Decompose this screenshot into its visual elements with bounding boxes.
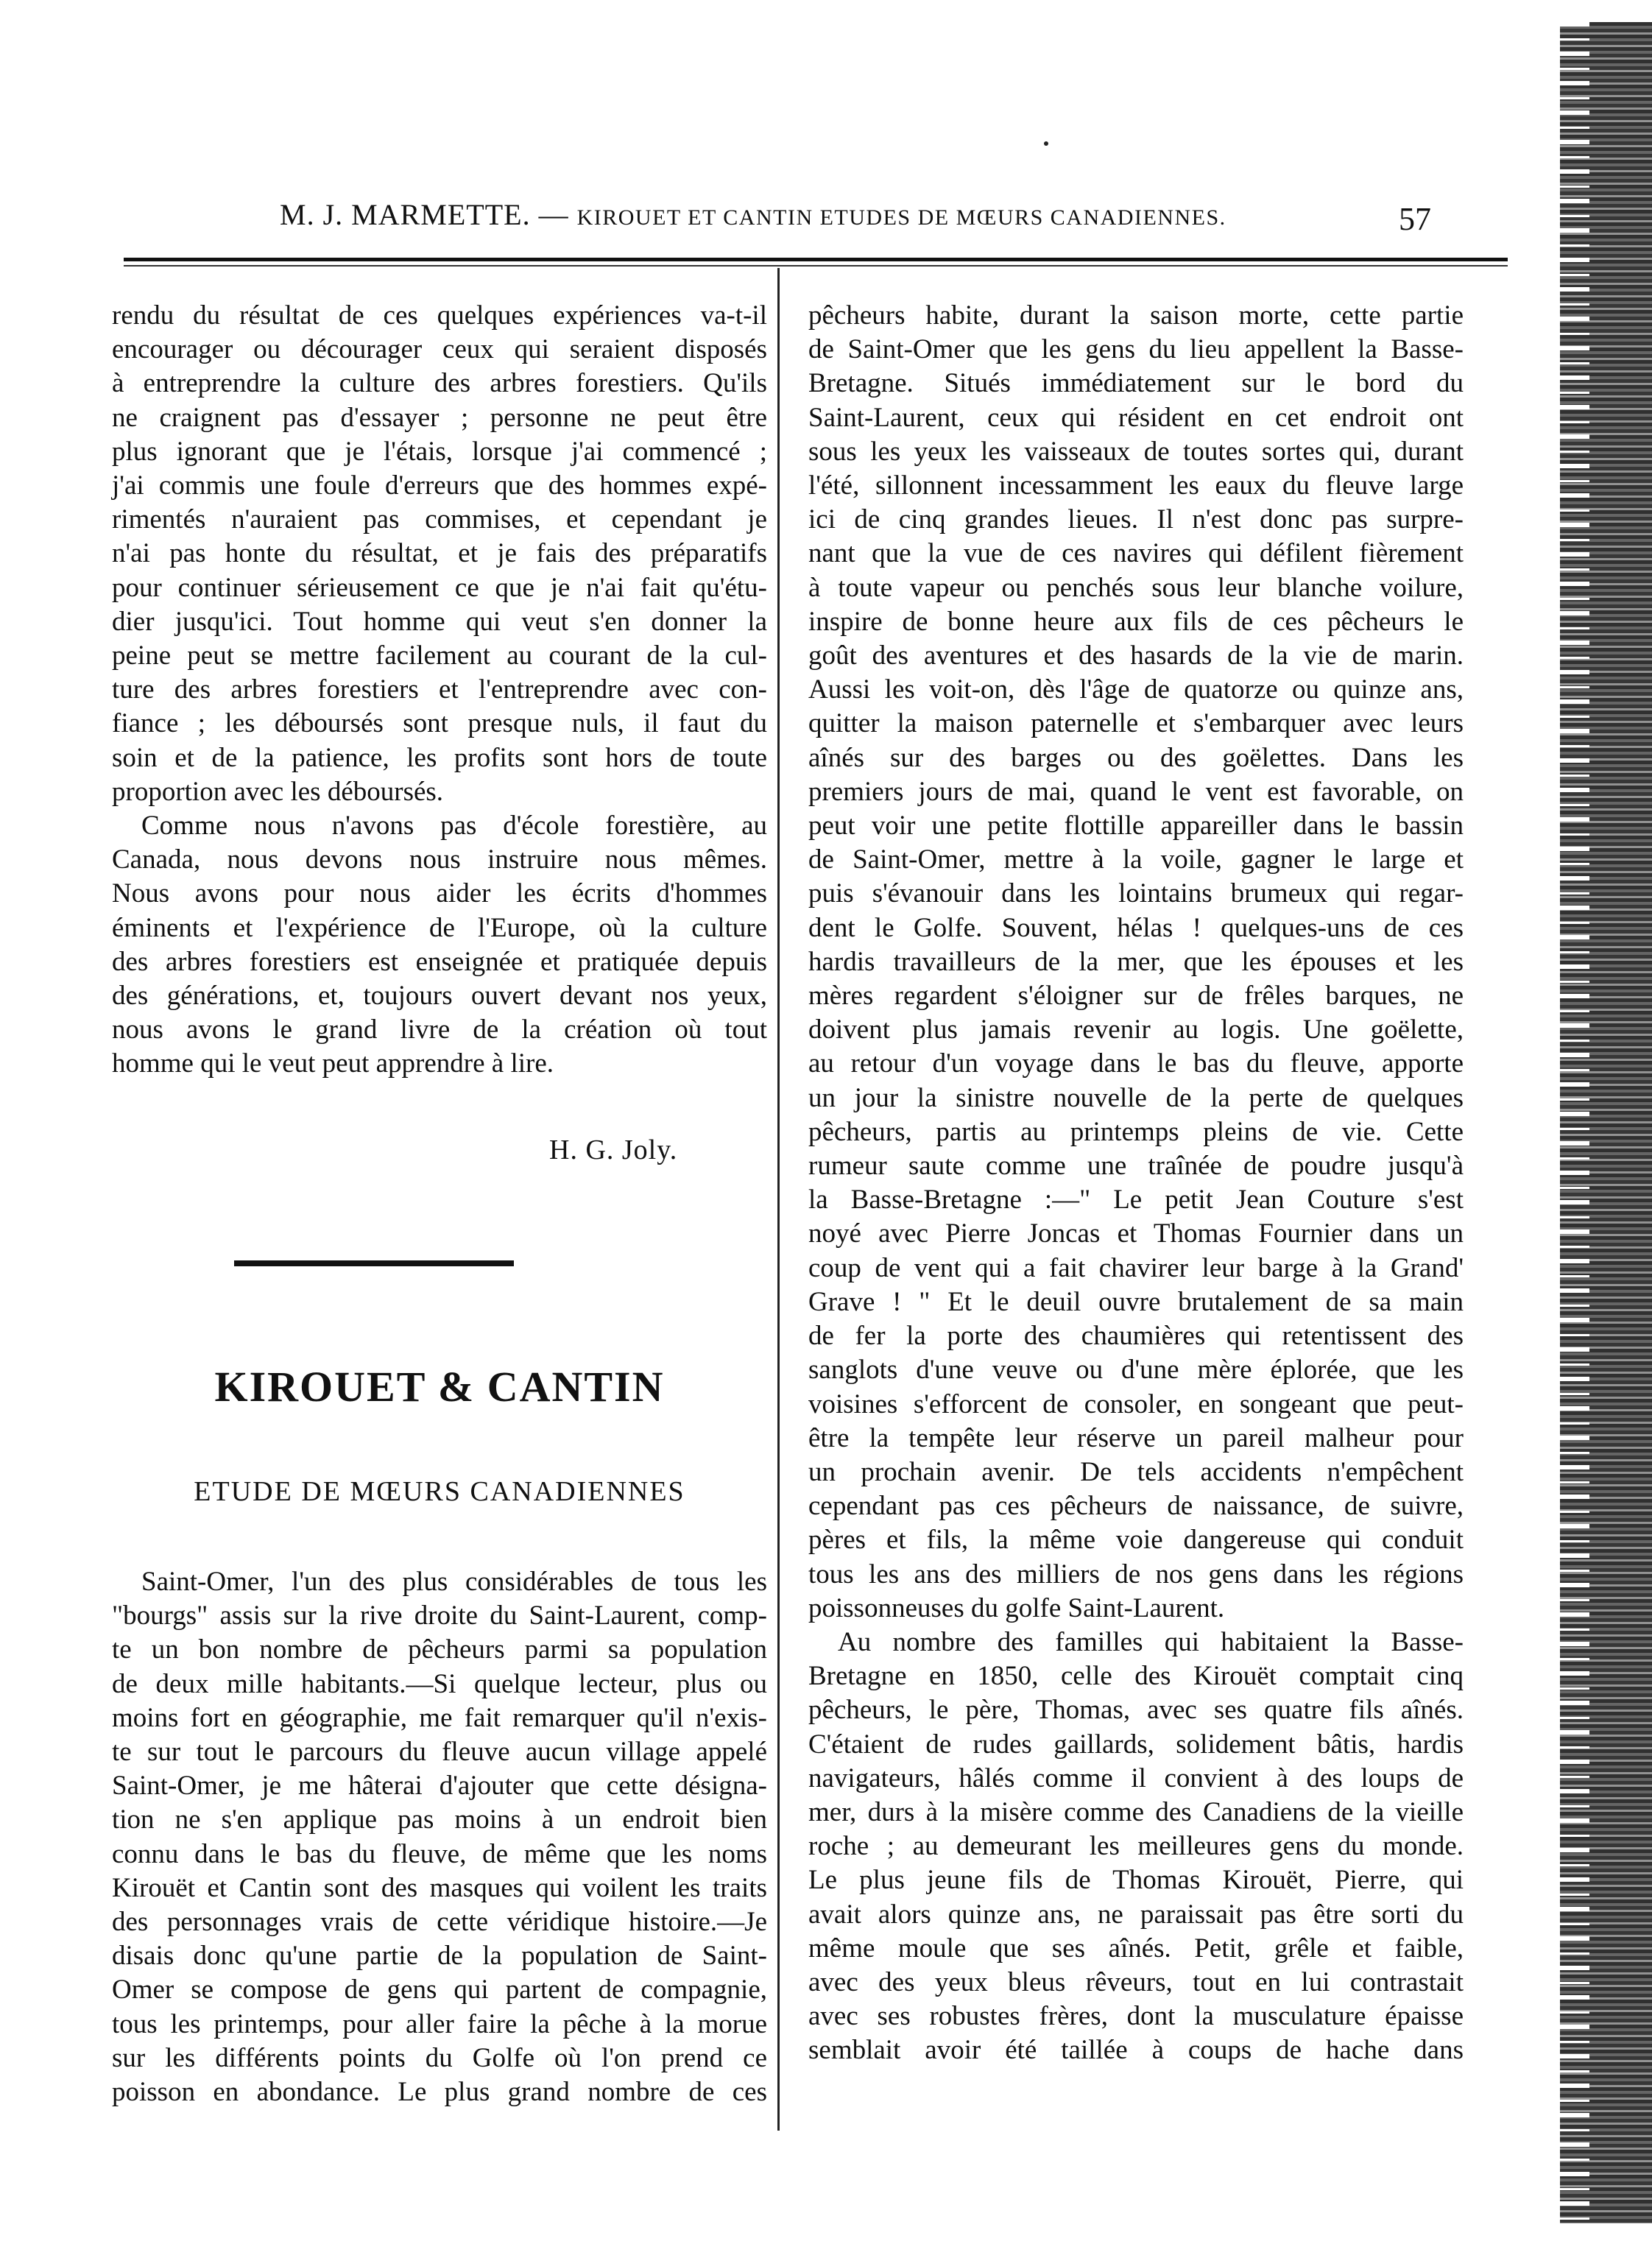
text-line: peut voir une petite flottille appareiller dans le bassin	[808, 811, 1464, 842]
text-line: "bourgs" assis sur la rive droite du Saint-Laurent, comp-	[112, 1601, 767, 1631]
text-line: ture des arbres forestiers et l'entreprendre avec con-	[112, 674, 767, 705]
text-line: être la tempête leur réserve un pareil malheur pour	[808, 1422, 1464, 1453]
text-line: Bretagne. Situés immédiatement sur le bord du	[808, 368, 1464, 399]
article-subtitle: ETUDE DE MŒURS CANADIENNES	[194, 1476, 685, 1507]
article-title: KIROUET & CANTIN	[214, 1363, 665, 1411]
article-text-left	[112, 1565, 767, 2109]
text-line: j'ai commis une foule d'erreurs que des hommes expé-	[112, 470, 767, 501]
text-line: pêcheurs, partis au printemps pleins de vie. Cette	[808, 1116, 1464, 1147]
text-line: n'ai pas honte du résultat, et je fais des préparatifs	[112, 538, 767, 569]
previous-article-text	[112, 299, 767, 1082]
text-line: des personnages vrais de cette véridique histoire.—Je	[112, 1907, 767, 1938]
text-line: Aussi les voit-on, dès l'âge de quatorze ou quinze ans,	[808, 674, 1464, 705]
text-line: nous avons le grand livre de la création où tout	[112, 1015, 767, 1045]
text-line: connu dans le bas du fleuve, de même que les noms	[112, 1838, 767, 1869]
text-line: fiance ; les déboursés sont presque nuls, il faut du	[112, 708, 767, 739]
text-line: rendu du résultat de ces quelques expériences va-t-il	[112, 300, 767, 331]
text-line: Comme nous n'avons pas d'école forestière, au	[141, 811, 767, 842]
column-divider	[777, 268, 780, 2131]
text-line: au retour d'un voyage dans le bas du fleuve, apporte	[808, 1048, 1464, 1079]
text-line: peine peut se mettre facilement au courant de la cul-	[112, 641, 767, 671]
text-line: te un bon nombre de pêcheurs parmi sa population	[112, 1634, 767, 1665]
text-line: de Saint-Omer que les gens du lieu appellent la Basse-	[808, 334, 1464, 365]
text-line: un prochain avenir. De tels accidents n'empêchent	[808, 1456, 1464, 1487]
text-line: mer, durs à la misère comme des Canadiens de la vieille	[808, 1796, 1464, 1827]
text-line: des générations, et, toujours ouvert devant nos yeux,	[112, 981, 767, 1012]
text-line: homme qui le veut peut apprendre à lire.	[112, 1048, 554, 1079]
running-head-author: M. J. MARMETTE. —	[280, 198, 569, 231]
text-line: poisson en abondance. Le plus grand nombre de ces	[112, 2077, 767, 2108]
section-separator-rule	[234, 1260, 514, 1266]
text-line: doivent plus jamais revenir au logis. Une goëlette,	[808, 1015, 1464, 1045]
text-line: l'été, sillonnent incessamment les eaux du fleuve large	[808, 470, 1464, 501]
text-line: de deux mille habitants.—Si quelque lecteur, plus ou	[112, 1668, 767, 1699]
text-line: sur les différents points du Golfe où l'on prend ce	[112, 2042, 767, 2073]
text-line: Kirouët et Cantin sont des masques qui voilent les traits	[112, 1872, 767, 1903]
text-line: aînés sur des barges ou des goëlettes. Dans les	[808, 742, 1464, 773]
text-line: goût des aventures et des hasards de la vie de marin.	[808, 641, 1464, 671]
text-line: sanglots d'une veuve ou d'une mère éplorée, que les	[808, 1355, 1464, 1386]
text-line: pères et fils, la même voie dangereuse qui conduit	[808, 1525, 1464, 1556]
text-line: voisines s'efforcent de consoler, en songeant que peut-	[808, 1389, 1464, 1419]
text-line: à toute vapeur ou penchés sous leur blanche voilure,	[808, 572, 1464, 603]
page-number: 57	[1399, 201, 1431, 237]
text-line: encourager ou décourager ceux qui seraient disposés	[112, 334, 767, 365]
text-line: un jour la sinistre nouvelle de la perte de quelques	[808, 1082, 1464, 1113]
text-line: Canada, nous devons nous instruire nous mêmes.	[112, 844, 767, 875]
text-line: sous les yeux les vaisseaux de toutes sortes qui, durant	[808, 436, 1464, 467]
text-line: navigateurs, hâlés comme il convient à des loups de	[808, 1763, 1464, 1793]
text-line: Bretagne en 1850, celle des Kirouët comptait cinq	[808, 1661, 1464, 1692]
text-line: de fer la porte des chaumières qui retentissent des	[808, 1321, 1464, 1352]
text-line: avec ses robustes frères, dont la musculature épaisse	[808, 2001, 1464, 2032]
header-rule-thin	[124, 265, 1508, 267]
text-line: rimentés n'auraient pas commises, et cependant je	[112, 504, 767, 535]
text-line: premiers jours de mai, quand le vent est favorable, on	[808, 776, 1464, 807]
signature: H. G. Joly.	[549, 1135, 678, 1165]
text-line: avait alors quinze ans, ne paraissait pas être sorti du	[808, 1899, 1464, 1930]
text-line: coup de vent qui a fait chavirer leur barge à la Grand'	[808, 1252, 1464, 1283]
text-line: proportion avec les déboursés.	[112, 776, 444, 807]
text-line: de Saint-Omer, mettre à la voile, gagner le large et	[808, 844, 1464, 875]
text-line: éminents et l'expérience de l'Europe, où la culture	[112, 912, 767, 943]
text-line: dent le Golfe. Souvent, hélas ! quelques-uns de ces	[808, 912, 1464, 943]
text-line: à entreprendre la culture des arbres forestiers. Qu'ils	[112, 368, 767, 399]
text-line: pêcheurs, le père, Thomas, avec ses quatre fils aînés.	[808, 1695, 1464, 1726]
text-line: roche ; au demeurant les meilleures gens du monde.	[808, 1831, 1464, 1862]
text-line: C'étaient de rudes gaillards, solidement bâtis, hardis	[808, 1729, 1464, 1760]
text-line: mères regardent s'éloigner sur de frêles barques, ne	[808, 981, 1464, 1012]
ink-speck	[1044, 141, 1048, 146]
text-line: tion ne s'en applique pas moins à un endroit bien	[112, 1804, 767, 1835]
text-line: pêcheurs habite, durant la saison morte, cette partie	[808, 300, 1464, 331]
text-line: Saint-Omer, je me hâterai d'ajouter que cette désigna-	[112, 1771, 767, 1802]
text-line: Nous avons pour nous aider les écrits d'hommes	[112, 878, 767, 909]
text-line: la Basse-Bretagne :—" Le petit Jean Couture s'est	[808, 1185, 1464, 1216]
header-rule	[124, 258, 1508, 261]
text-line: poissonneuses du golfe Saint-Laurent.	[808, 1592, 1225, 1623]
text-line: Saint-Omer, l'un des plus considérables de tous les	[141, 1567, 767, 1597]
text-line: plus ignorant que je l'étais, lorsque j'ai commencé ;	[112, 436, 767, 467]
text-line: te sur tout le parcours du fleuve aucun village appelé	[112, 1737, 767, 1768]
text-line: Omer se compose de gens qui partent de compagnie,	[112, 1975, 767, 2005]
article-text-right	[808, 299, 1464, 2068]
text-line: tous les ans des milliers de nos gens dans les régions	[808, 1559, 1464, 1590]
text-line: même moule que ses aînés. Petit, grêle et faible,	[808, 1933, 1464, 1964]
running-head	[280, 197, 1325, 232]
text-line: soin et de la patience, les profits sont hors de toute	[112, 742, 767, 773]
text-line: Grave ! " Et le deuil ouvre brutalement de sa main	[808, 1286, 1464, 1317]
text-line: moins fort en géographie, me fait remarquer qu'il n'exis-	[112, 1702, 767, 1733]
text-line: tous les printemps, pour aller faire la pêche à la morue	[112, 2008, 767, 2039]
running-head-title: KIROUET ET CANTIN ETUDES DE MŒURS CANADIENNES.	[576, 205, 1226, 230]
text-line: disais donc qu'une partie de la population de Saint-	[112, 1941, 767, 1972]
text-line: Au nombre des familles qui habitaient la Basse-	[838, 1626, 1464, 1657]
text-line: semblait avoir été taillée à coups de hache dans	[808, 2035, 1464, 2066]
text-line: noyé avec Pierre Joncas et Thomas Fournier dans un	[808, 1218, 1464, 1249]
text-line: hardis travailleurs de la mer, que les épouses et les	[808, 946, 1464, 977]
text-line: puis s'évanouir dans les lointains brumeux qui regar-	[808, 878, 1464, 909]
text-line: dier jusqu'ici. Tout homme qui veut s'en donner la	[112, 606, 767, 637]
scanned-page-edge	[1560, 22, 1652, 2223]
text-line: rumeur saute comme une traînée de poudre jusqu'à	[808, 1151, 1464, 1182]
text-line: Le plus jeune fils de Thomas Kirouët, Pierre, qui	[808, 1865, 1464, 1896]
text-line: nant que la vue de ces navires qui défilent fièrement	[808, 538, 1464, 569]
text-line: Saint-Laurent, ceux qui résident en cet endroit ont	[808, 402, 1464, 433]
text-line: pour continuer sérieusement ce que je n'ai fait qu'étu-	[112, 572, 767, 603]
text-line: quitter la maison paternelle et s'embarquer avec leurs	[808, 708, 1464, 739]
text-line: cependant pas ces pêcheurs de naissance, de suivre,	[808, 1491, 1464, 1522]
text-line: ici de cinq grandes lieues. Il n'est donc pas surpre-	[808, 504, 1464, 535]
text-line: avec des yeux bleus rêveurs, tout en lui contrastait	[808, 1966, 1464, 1997]
text-line: ne craignent pas d'essayer ; personne ne peut être	[112, 402, 767, 433]
text-line: inspire de bonne heure aux fils de ces pêcheurs le	[808, 606, 1464, 637]
text-line: des arbres forestiers est enseignée et pratiquée depuis	[112, 946, 767, 977]
